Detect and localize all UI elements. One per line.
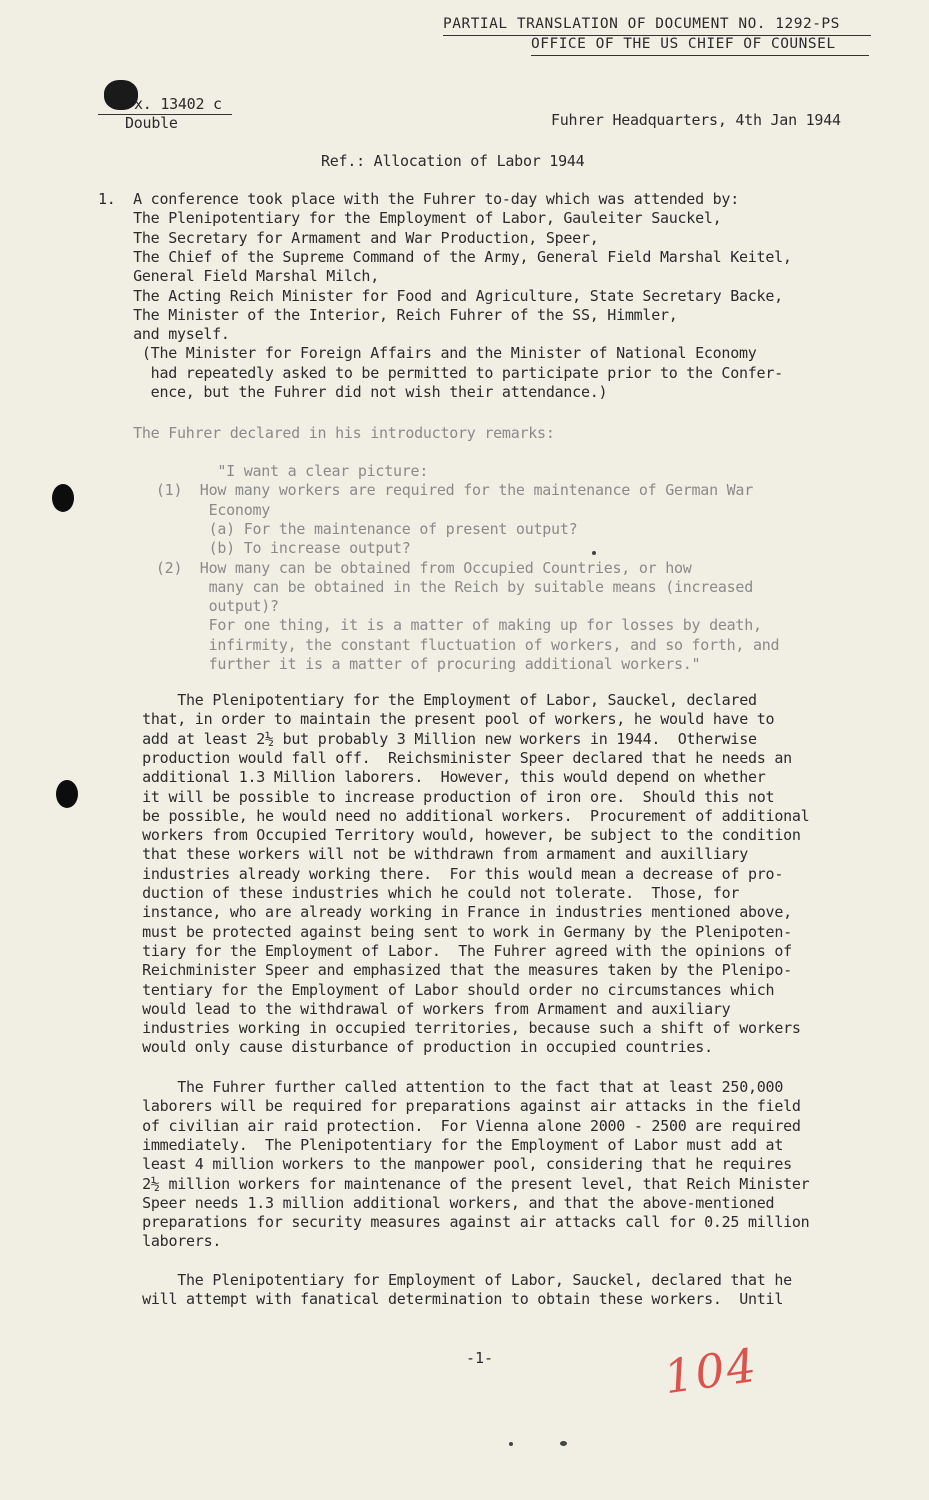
text-line: For one thing, it is a matter of making up for losses by death, xyxy=(112,616,762,635)
text-line: The Fuhrer further called attention to the fact that at least 250,000 xyxy=(107,1078,784,1096)
text-line: "I want a clear picture: xyxy=(112,462,429,480)
text-line: laborers will be required for preparations against air attacks in the field xyxy=(107,1097,801,1116)
text-line: The Acting Reich Minister for Food and Agriculture, State Secretary Backe, xyxy=(98,286,783,305)
text-line: instance, who are already working in France in industries mentioned above, xyxy=(107,903,792,922)
text-line: tiary for the Employment of Labor. The Fuhrer agreed with the opinions of xyxy=(107,941,792,960)
text-line: (2) How many can be obtained from Occupied Countries, or how xyxy=(112,558,692,577)
text-line: Speer needs 1.3 million additional workers, and that the above-mentioned xyxy=(107,1193,775,1212)
text-line: The Chief of the Supreme Command of the Army, General Field Marshal Keitel, xyxy=(98,247,792,266)
text-line: must be protected against being sent to work in Germany by the Plenipoten- xyxy=(107,922,792,941)
text-line: would lead to the withdrawal of workers from Armament and auxiliary xyxy=(107,999,731,1018)
text-line: (b) To increase output? xyxy=(112,539,411,558)
text-line: infirmity, the constant fluctuation of workers, and so forth, and xyxy=(112,635,780,654)
text-line: industries already working there. For this would mean a decrease of pro- xyxy=(107,864,784,883)
header-office: OFFICE OF THE US CHIEF OF COUNSEL xyxy=(531,36,836,52)
text-line: Reichminister Speer and emphasized that the measures taken by the Plenipo- xyxy=(107,961,792,980)
header-underline-2 xyxy=(531,55,869,56)
page-number: -1- xyxy=(466,1349,494,1367)
stray-mark xyxy=(592,551,596,555)
text-line: 1. A conference took place with the Fuhrer to-day which was attended by: xyxy=(98,190,739,208)
stray-mark xyxy=(560,1441,567,1446)
stray-mark xyxy=(509,1442,513,1446)
text-line: of civilian air raid protection. For Vienna alone 2000 - 2500 are required xyxy=(107,1116,801,1135)
text-line: would only cause disturbance of production in occupied countries. xyxy=(107,1038,713,1057)
handwritten-page-stamp: 104 xyxy=(660,1337,762,1405)
text-line: production would fall off. Reichsminister Speer declared that he needs an xyxy=(107,748,792,767)
intro-remarks: The Fuhrer declared in his introductory remarks: xyxy=(98,424,555,442)
text-line: The Plenipotentiary for the Employment of Labor, Gauleiter Sauckel, xyxy=(98,209,722,228)
punch-hole-top xyxy=(52,484,74,512)
text-line: Economy xyxy=(112,500,271,519)
text-line: additional 1.3 Million laborers. However, this would depend on whether xyxy=(107,768,766,787)
text-line: The Plenipotentiary for the Employment of Labor, Sauckel, declared xyxy=(107,691,757,709)
subject-line: Ref.: Allocation of Labor 1944 xyxy=(321,152,585,170)
copy-label: Double xyxy=(125,114,178,132)
place-date: Fuhrer Headquarters, 4th Jan 1944 xyxy=(551,111,841,129)
text-line: add at least 2½ but probably 3 Million new workers in 1944. Otherwise xyxy=(107,729,757,748)
text-line: ence, but the Fuhrer did not wish their attendance.) xyxy=(98,383,608,401)
text-line: (1) How many workers are required for the maintenance of German War xyxy=(112,481,753,500)
text-line: laborers. xyxy=(107,1232,222,1251)
text-line: (a) For the maintenance of present output? xyxy=(112,519,578,538)
text-line: many can be obtained in the Reich by suitable means (increased xyxy=(112,577,753,596)
text-line: The Secretary for Armament and War Production, Speer, xyxy=(98,228,599,247)
text-line: preparations for security measures against air attacks call for 0.25 million xyxy=(107,1213,810,1232)
text-line: industries working in occupied territories, because such a shift of workers xyxy=(107,1019,801,1038)
text-line: least 4 million workers to the manpower pool, considering that he requires xyxy=(107,1155,792,1174)
text-line: it will be possible to increase production of iron ore. Should this not xyxy=(107,787,775,806)
text-line: be possible, he would need no additional workers. Procurement of additional xyxy=(107,806,810,825)
text-line: (The Minister for Foreign Affairs and the Minister of National Economy xyxy=(98,344,757,363)
text-line: workers from Occupied Territory would, however, be subject to the condition xyxy=(107,826,801,845)
text-line: tentiary for the Employment of Labor should order no circumstances which xyxy=(107,980,775,999)
ink-blot xyxy=(104,80,138,110)
text-line: The Plenipotentiary for Employment of Labor, Sauckel, declared that he xyxy=(107,1271,792,1289)
text-line: The Minister of the Interior, Reich Fuhrer of the SS, Himmler, xyxy=(98,305,678,324)
file-number: x. 13402 c xyxy=(134,95,222,113)
text-line: duction of these industries which he could not tolerate. Those, for xyxy=(107,884,740,902)
text-line: 2½ million workers for maintenance of the present level, that Reich Minister xyxy=(107,1174,810,1193)
header-title: PARTIAL TRANSLATION OF DOCUMENT NO. 1292-PS xyxy=(443,16,840,32)
text-line: that these workers will not be withdrawn from armament and auxilliary xyxy=(107,845,748,864)
text-line: further it is a matter of procuring additional workers." xyxy=(112,655,701,673)
punch-hole-bottom xyxy=(56,780,78,808)
text-line: will attempt with fanatical determination to obtain these workers. Until xyxy=(107,1290,784,1309)
text-line: that, in order to maintain the present pool of workers, he would have to xyxy=(107,710,775,729)
text-line: output)? xyxy=(112,597,279,616)
text-line: had repeatedly asked to be permitted to participate prior to the Confer- xyxy=(98,363,783,382)
text-line: General Field Marshal Milch, xyxy=(98,267,379,286)
text-line: and myself. xyxy=(98,325,230,344)
text-line: immediately. The Plenipotentiary for the Employment of Labor must add at xyxy=(107,1135,784,1154)
